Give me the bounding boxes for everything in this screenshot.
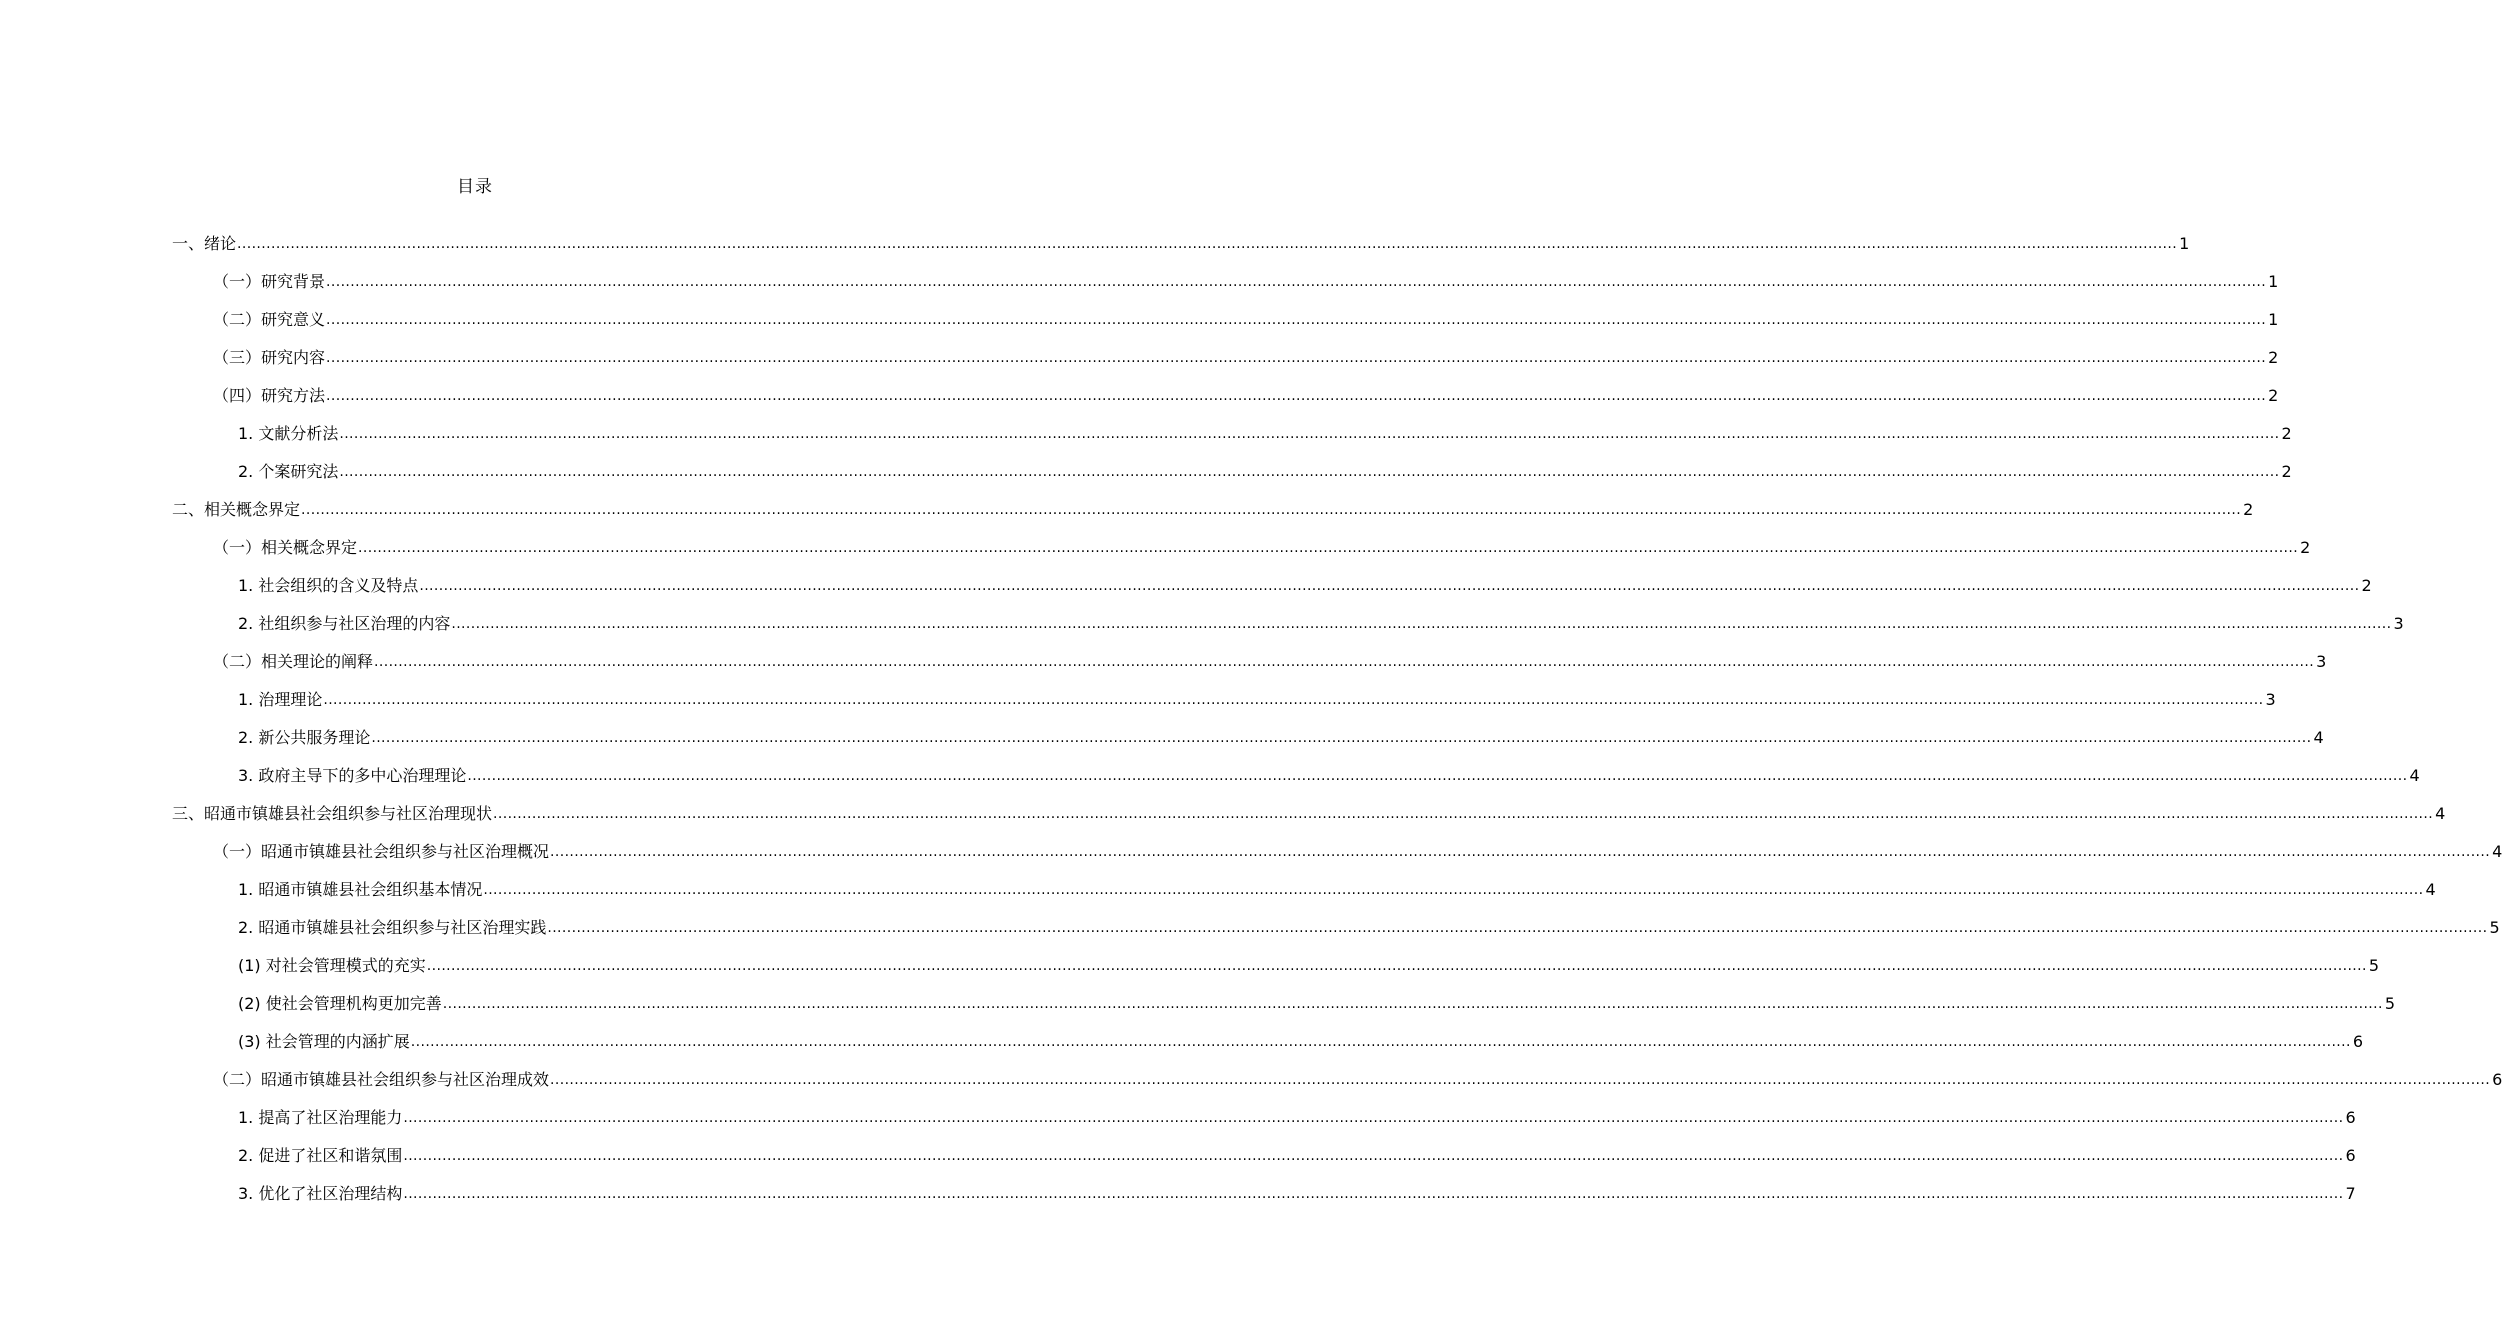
toc-entry bbox=[238, 724, 2324, 750]
toc-entry-label: (1) 对社会管理模式的充实 bbox=[238, 956, 426, 975]
toc-dot-leader: ................................................................................................................................................................................................................................................................................................................................................................................................................ bbox=[426, 958, 2367, 974]
toc-entry bbox=[213, 1066, 2502, 1092]
toc-entry bbox=[213, 534, 2311, 560]
toc-entry-page-number: 6 bbox=[2345, 1108, 2356, 1127]
toc-entry bbox=[238, 610, 2404, 636]
toc-entry-label: （四）研究方法 bbox=[213, 386, 326, 405]
toc-entry-page-number: 2 bbox=[2268, 348, 2279, 367]
toc-entry-page-number: 5 bbox=[2384, 994, 2396, 1013]
toc-entry-label: 1. 治理理论 bbox=[238, 690, 323, 709]
toc-entry-page-number: 4 bbox=[2492, 842, 2502, 861]
toc-dot-leader: ................................................................................................................................................................................................................................................................................................................................................................................................................ bbox=[323, 692, 2264, 708]
toc-entry-page-number: 4 bbox=[2313, 728, 2324, 747]
toc-dot-leader: ................................................................................................................................................................................................................................................................................................................................................................................................................ bbox=[374, 654, 2315, 670]
toc-entry-label: 3. 政府主导下的多中心治理理论 bbox=[238, 766, 467, 785]
toc-entry-label: （一）相关概念界定 bbox=[213, 538, 358, 557]
toc-entry-label: 1. 文献分析法 bbox=[238, 424, 339, 443]
toc-dot-leader: ................................................................................................................................................................................................................................................................................................................................................................................................................ bbox=[451, 616, 2392, 632]
toc-dot-leader: ................................................................................................................................................................................................................................................................................................................................................................................................................ bbox=[547, 920, 2488, 936]
toc-entry-label: (2) 使社会管理机构更加完善 bbox=[238, 994, 442, 1013]
toc-entry-label: （三）研究内容 bbox=[213, 348, 326, 367]
toc-title: 目录 bbox=[457, 177, 493, 197]
toc-dot-leader: ................................................................................................................................................................................................................................................................................................................................................................................................................ bbox=[326, 350, 2267, 366]
toc-dot-leader: ................................................................................................................................................................................................................................................................................................................................................................................................................ bbox=[483, 882, 2424, 898]
toc-entry-label: （二）相关理论的阐释 bbox=[213, 652, 374, 671]
toc-entry-label: 2. 昭通市镇雄县社会组织参与社区治理实践 bbox=[238, 918, 547, 937]
toc-entry bbox=[213, 268, 2279, 294]
toc-entry bbox=[213, 306, 2279, 332]
toc-entry bbox=[238, 686, 2276, 712]
toc-dot-leader: ................................................................................................................................................................................................................................................................................................................................................................................................................ bbox=[326, 388, 2267, 404]
toc-dot-leader: ................................................................................................................................................................................................................................................................................................................................................................................................................ bbox=[326, 274, 2267, 290]
toc-entry-label: 三、昭通市镇雄县社会组织参与社区治理现状 bbox=[172, 804, 493, 823]
toc-entry-label: 1. 提高了社区治理能力 bbox=[238, 1108, 403, 1127]
toc-entry bbox=[238, 572, 2372, 598]
toc-entry-page-number: 6 bbox=[2345, 1146, 2356, 1165]
toc-dot-leader: ................................................................................................................................................................................................................................................................................................................................................................................................................ bbox=[550, 844, 2491, 860]
toc-dot-leader: ................................................................................................................................................................................................................................................................................................................................................................................................................ bbox=[550, 1072, 2491, 1088]
toc-entry-label: （一）昭通市镇雄县社会组织参与社区治理概况 bbox=[213, 842, 550, 861]
toc-entry bbox=[238, 990, 2396, 1016]
toc-entry bbox=[238, 762, 2420, 788]
toc-entry-page-number: 2 bbox=[2361, 576, 2372, 595]
toc-entry bbox=[238, 1104, 2356, 1130]
toc-dot-leader: ................................................................................................................................................................................................................................................................................................................................................................................................................ bbox=[301, 502, 2242, 518]
toc-entry-label: （二）昭通市镇雄县社会组织参与社区治理成效 bbox=[213, 1070, 550, 1089]
toc-entry-page-number: 4 bbox=[2425, 880, 2436, 899]
toc-entry bbox=[213, 344, 2279, 370]
toc-entry-label: 2. 个案研究法 bbox=[238, 462, 339, 481]
toc-entry bbox=[238, 458, 2292, 484]
toc-entry bbox=[238, 914, 2500, 940]
toc-entry bbox=[238, 420, 2292, 446]
toc-entry bbox=[238, 1180, 2356, 1206]
toc-entry-page-number: 5 bbox=[2489, 918, 2500, 937]
toc-entry-label: （一）研究背景 bbox=[213, 272, 326, 291]
toc-entry-page-number: 3 bbox=[2265, 690, 2276, 709]
toc-entry-label: (3) 社会管理的内涵扩展 bbox=[238, 1032, 410, 1051]
toc-entry bbox=[213, 382, 2279, 408]
toc-entry-page-number: 5 bbox=[2368, 956, 2380, 975]
toc-dot-leader: ................................................................................................................................................................................................................................................................................................................................................................................................................ bbox=[237, 236, 2178, 252]
toc-entry-page-number: 3 bbox=[2316, 652, 2327, 671]
toc-entry-label: 1. 昭通市镇雄县社会组织基本情况 bbox=[238, 880, 483, 899]
toc-dot-leader: ................................................................................................................................................................................................................................................................................................................................................................................................................ bbox=[358, 540, 2299, 556]
toc-entry-page-number: 2 bbox=[2281, 424, 2292, 443]
toc-entry-label: 一、绪论 bbox=[172, 234, 237, 253]
toc-dot-leader: ................................................................................................................................................................................................................................................................................................................................................................................................................ bbox=[442, 996, 2383, 1012]
toc-dot-leader: ................................................................................................................................................................................................................................................................................................................................................................................................................ bbox=[403, 1148, 2344, 1164]
toc-entry-page-number: 7 bbox=[2345, 1184, 2356, 1203]
toc-entry-page-number: 3 bbox=[2393, 614, 2404, 633]
toc-entry bbox=[238, 952, 2380, 978]
toc-entry bbox=[213, 838, 2502, 864]
toc-entry bbox=[172, 800, 2446, 826]
toc-entry-page-number: 6 bbox=[2492, 1070, 2502, 1089]
toc-entry-label: 2. 社组织参与社区治理的内容 bbox=[238, 614, 451, 633]
toc-entry-page-number: 4 bbox=[2409, 766, 2420, 785]
toc-entry-label: 1. 社会组织的含义及特点 bbox=[238, 576, 419, 595]
toc-dot-leader: ................................................................................................................................................................................................................................................................................................................................................................................................................ bbox=[371, 730, 2312, 746]
toc-entry-label: 3. 优化了社区治理结构 bbox=[238, 1184, 403, 1203]
toc-entry-page-number: 1 bbox=[2179, 234, 2190, 253]
toc-entry-page-number: 1 bbox=[2268, 310, 2279, 329]
toc-dot-leader: ................................................................................................................................................................................................................................................................................................................................................................................................................ bbox=[419, 578, 2360, 594]
toc-dot-leader: ................................................................................................................................................................................................................................................................................................................................................................................................................ bbox=[339, 426, 2280, 442]
toc-entry bbox=[238, 1142, 2356, 1168]
toc-dot-leader: ................................................................................................................................................................................................................................................................................................................................................................................................................ bbox=[403, 1186, 2344, 1202]
toc-dot-leader: ................................................................................................................................................................................................................................................................................................................................................................................................................ bbox=[403, 1110, 2344, 1126]
toc-entry-page-number: 2 bbox=[2243, 500, 2254, 519]
toc-entry bbox=[172, 496, 2254, 522]
toc-entry-page-number: 6 bbox=[2352, 1032, 2364, 1051]
toc-entry-page-number: 1 bbox=[2268, 272, 2279, 291]
toc-dot-leader: ................................................................................................................................................................................................................................................................................................................................................................................................................ bbox=[410, 1034, 2351, 1050]
toc-entry-label: 2. 新公共服务理论 bbox=[238, 728, 371, 747]
toc-dot-leader: ................................................................................................................................................................................................................................................................................................................................................................................................................ bbox=[326, 312, 2267, 328]
toc-dot-leader: ................................................................................................................................................................................................................................................................................................................................................................................................................ bbox=[467, 768, 2408, 784]
toc-entry-page-number: 4 bbox=[2435, 804, 2446, 823]
toc-entry-label: 2. 促进了社区和谐氛围 bbox=[238, 1146, 403, 1165]
toc-entry bbox=[238, 876, 2436, 902]
toc-entry bbox=[238, 1028, 2364, 1054]
toc-entry-label: 二、相关概念界定 bbox=[172, 500, 301, 519]
toc-entry bbox=[213, 648, 2327, 674]
toc-entry bbox=[172, 230, 2190, 256]
toc-entry-page-number: 2 bbox=[2281, 462, 2292, 481]
toc-dot-leader: ................................................................................................................................................................................................................................................................................................................................................................................................................ bbox=[493, 806, 2434, 822]
toc-dot-leader: ................................................................................................................................................................................................................................................................................................................................................................................................................ bbox=[339, 464, 2280, 480]
toc-entry-page-number: 2 bbox=[2268, 386, 2279, 405]
toc-entry-label: （二）研究意义 bbox=[213, 310, 326, 329]
toc-entry-page-number: 2 bbox=[2300, 538, 2311, 557]
